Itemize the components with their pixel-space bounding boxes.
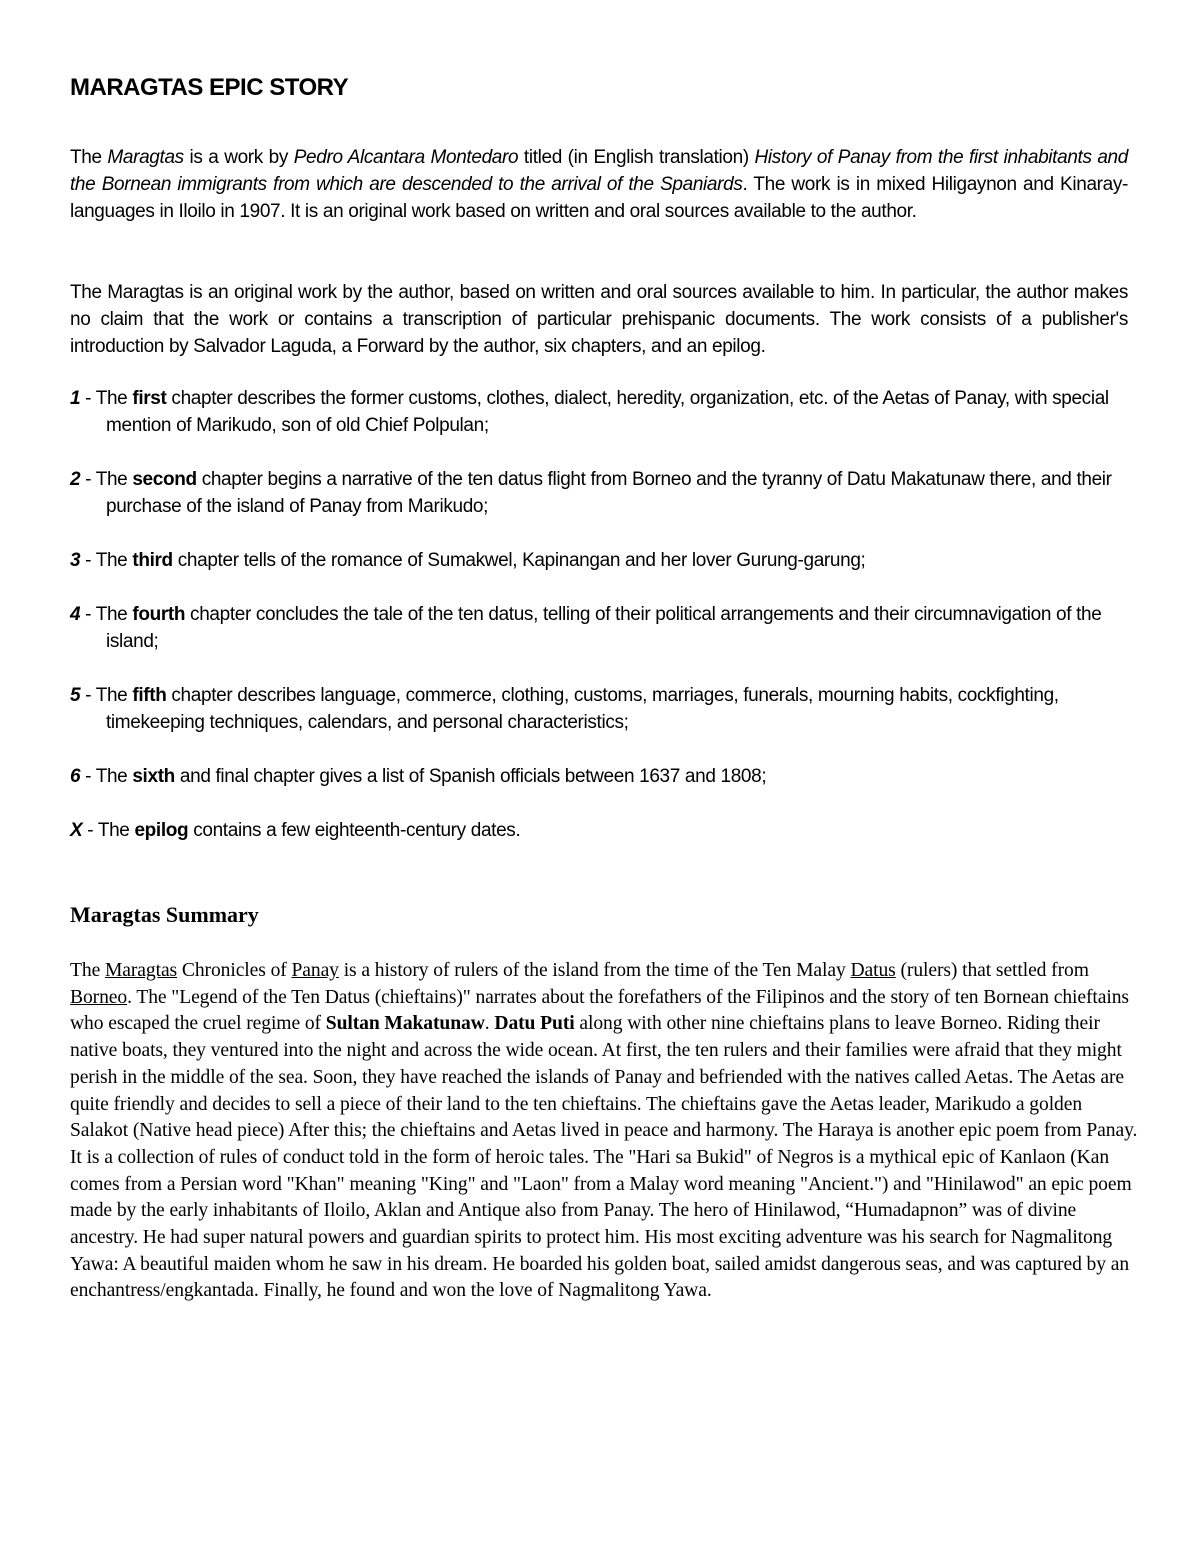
- chapter-text: chapter describes language, commerce, clothing, customs, marriages, funerals, mourning habits, cockfighting, timekeeping techniques, calendars, and personal characteristics;: [106, 685, 1059, 733]
- summary-text: Chronicles of: [177, 960, 292, 981]
- panay-link[interactable]: Panay: [291, 960, 339, 981]
- translated-title: History of Panay from the first inhabitants and the Bornean immigrants from which are descended to the arrival of the Spaniards: [70, 147, 1128, 195]
- chapter-keyword: first: [132, 388, 167, 409]
- borneo-link[interactable]: Borneo: [70, 986, 128, 1008]
- chapter-keyword: fourth: [132, 604, 186, 625]
- page-title: MARAGTAS EPIC STORY: [70, 74, 349, 101]
- chapter-number: 3: [70, 550, 81, 571]
- summary-text: .: [484, 1013, 495, 1035]
- chapter-number: 4: [70, 604, 81, 625]
- chapter-keyword: epilog: [134, 820, 189, 841]
- summary-text: . The "Legend of the Ten Datus (chieftains)" narrates about the forefathers of the Filipinos and the story of ten Bornean chieftains who escaped the cruel regime of: [70, 986, 1129, 1035]
- chapter-number: 5: [70, 685, 81, 706]
- chapter-number: 1: [70, 388, 81, 409]
- chapter-item: [70, 466, 1132, 520]
- maragtas-link[interactable]: Maragtas: [104, 960, 178, 981]
- chapter-item: [70, 682, 1132, 736]
- summary-text: (rulers) that settled from: [895, 960, 1089, 981]
- chapter-number: 2: [70, 469, 81, 490]
- intro-paragraph-2: The Maragtas is an original work by the author, based on written and oral sources available to him. In particular, the author makes no claim that the work or contains a transcription of particular prehispanic documents. The work consists of a publisher's introduction by Salvador Laguda, a Forward by the author, six chapters, and an epilog.: [70, 282, 1128, 357]
- chapter-item: [70, 601, 1132, 655]
- chapter-item: [70, 385, 1132, 439]
- chapter-text: - The: [80, 550, 133, 571]
- chapter-text: - The: [80, 388, 133, 409]
- chapter-keyword: third: [132, 550, 173, 571]
- chapter-list: [70, 385, 1132, 871]
- summary-paragraph: [70, 958, 1140, 1305]
- summary-text: along with other nine chieftains plans to leave Borneo. Riding their native boats, they ventured into the night and across the wide ocean. At first, the ten rulers and their families were afraid that they might perish in the middle of the sea. Soon, they have reached the islands of Panay and befriended with the natives called Aetas. The Aetas are quite friendly and decides to sell a piece of their land to the ten chieftains. The chieftains gave the Aetas leader, Marikudo a golden Salakot (Native head piece) After this; the chieftains and Aetas lived in peace and harmony. The Haraya is another epic poem from Panay. It is a collection of rules of conduct told in the form of heroic tales. The "Hari sa Bukid" of Negros is a mythical epic of Kanlaon (Kan comes from a Persian word "Khan" meaning "King" and "Laon" from a Malay word meaning "Ancient.") and "Hinilawod" an epic poem made by the early inhabitants of Iloilo, Aklan and Antique also from Panay. The hero of Hinilawod, “Humadapnon” was of divine ancestry. He had super natural powers and guardian spirits to protect him. His most exciting adventure was his search for Nagmalitong Yawa: A beautiful maiden whom he saw in his dream. He boarded his golden boat, sailed amidst dangerous seas, and was captured by an enchantress/engkantada. Finally, he found and won the love of Nagmalitong Yawa.: [70, 1013, 1138, 1302]
- summary-text: is a history of rulers of the island from the time of the Ten Malay: [338, 960, 851, 981]
- chapter-text: chapter begins a narrative of the ten datus flight from Borneo and the tyranny of Datu Makatunaw there, and their purchase of the island of Panay from Marikudo;: [106, 469, 1112, 517]
- chapter-text: - The: [82, 820, 135, 841]
- datu-name: Datu Puti: [494, 1013, 575, 1035]
- chapter-text: - The: [80, 685, 133, 706]
- chapter-text: - The: [80, 469, 133, 490]
- chapter-item: [70, 763, 1132, 790]
- intro-text: . The work is in mixed Hiligaynon and Kinaray-languages in Iloilo in 1907. It is an original work based on written and oral sources available to the author.: [70, 174, 1128, 222]
- chapter-text: chapter describes the former customs, clothes, dialect, heredity, organization, etc. of the Aetas of Panay, with special mention of Marikudo, son of old Chief Polpulan;: [106, 388, 1109, 436]
- chapter-item: [70, 817, 1132, 844]
- chapter-text: chapter tells of the romance of Sumakwel, Kapinangan and her lover Gurung-garung;: [172, 550, 866, 571]
- work-title: Maragtas: [107, 147, 184, 168]
- intro-text: is a work by: [183, 147, 294, 168]
- chapter-keyword: sixth: [132, 766, 175, 787]
- chapter-text: - The: [80, 604, 133, 625]
- intro-paragraph-1: [70, 144, 1128, 225]
- sultan-name: Sultan Makatunaw: [325, 1013, 485, 1035]
- chapter-keyword: fifth: [132, 685, 167, 706]
- chapter-item: [70, 547, 1132, 574]
- intro-text: titled (in English translation): [518, 147, 755, 168]
- chapter-text: and final chapter gives a list of Spanish officials between 1637 and 1808;: [174, 766, 767, 787]
- chapter-keyword: second: [132, 469, 197, 490]
- datus-link[interactable]: Datus: [850, 960, 896, 981]
- chapter-text: chapter concludes the tale of the ten datus, telling of their political arrangements and their circumnavigation of the island;: [106, 604, 1102, 652]
- chapter-text: contains a few eighteenth-century dates.: [188, 820, 521, 841]
- author-name: Pedro Alcantara Montedaro: [293, 147, 519, 168]
- chapter-text: - The: [80, 766, 133, 787]
- chapter-number: X: [70, 820, 83, 841]
- summary-heading: Maragtas Summary: [70, 902, 259, 927]
- chapter-number: 6: [70, 766, 81, 787]
- summary-text: The: [70, 960, 105, 981]
- intro-text: The: [70, 147, 108, 168]
